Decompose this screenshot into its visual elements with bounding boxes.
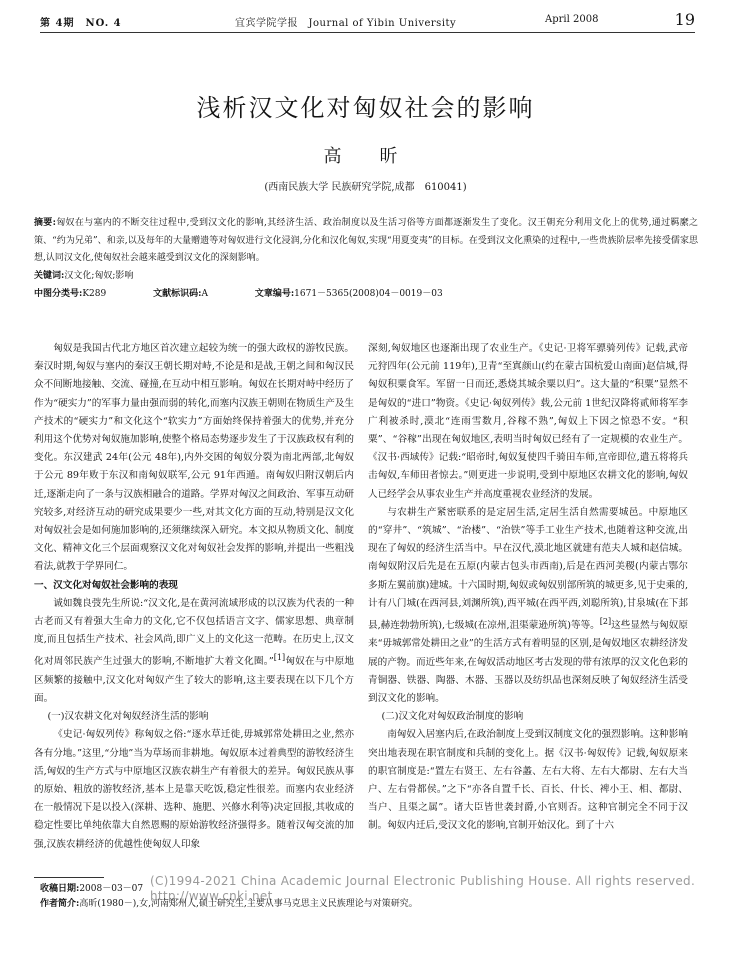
article-author: 高 昕 bbox=[323, 146, 408, 167]
page-number: 19 bbox=[674, 10, 695, 29]
copyright-watermark: (C)1994-2021 China Academic Journal Electronic Publishing House. All rights reserved. http://www.cnki.net bbox=[150, 874, 708, 903]
paragraph bbox=[34, 595, 354, 708]
doc-code-label: 文献标识码: bbox=[153, 289, 202, 299]
subsection-heading: (一)汉农耕文化对匈奴经济生活的影响 bbox=[47, 711, 209, 723]
author-affiliation: (西南民族大学 民族研究学院,成都 610041) bbox=[264, 182, 467, 193]
footnote-author-bio bbox=[40, 896, 418, 909]
running-head bbox=[40, 8, 695, 33]
footnote-received bbox=[40, 881, 143, 894]
abstract-text: 匈奴在与塞内的不断交往过程中,受到汉文化的影响,其经济生活、政治制度以及生活习俗等方面都逐渐发生了变化。汉王朝充分利用文化上的优势,通过羁縻之策、“约为兄弟”、和亲,以及每年的大量赠遗等对匈奴进行文化浸润,分化和汉化匈奴,实现“用夏变夷”的目标。在受到汉文化熏染的过程中,一些贵族阶层率先接受儒家思想,认同汉文化,使匈奴社会越来越受到汉文化的深刻影响。 bbox=[34, 218, 698, 263]
paragraph bbox=[368, 504, 688, 708]
clc-value: K289 bbox=[82, 289, 107, 299]
citation-ref: [2] bbox=[599, 617, 612, 627]
abstract-label: 摘要: bbox=[34, 218, 56, 228]
paragraph-text: 与农耕生产紧密联系的是定居生活,定居生活自然需要城邑。中原地区的“穿井”、“筑城”、“治楼”、“治铁”等手工业生产技术,也随着这种交流,出现在了匈奴的经济生活当中。早在汉代,漠北地区就建有范夫人城和赵信城。南匈奴附汉后先是在五原(内蒙古包头市西南),后是在西河美稷(内蒙古鄂尔多斯左翼前旗)建城。十六国时期,匈奴或匈奴别部所筑的城更多,见于史乘的,计有八门城(在西河县,刘渊所筑),西平城(在西平西,刘聪所筑),甘泉城(在下邽县,赫连勃勃所筑),七级城(在凉州,沮渠蒙逊所筑)等等。 bbox=[368, 506, 688, 632]
issue-date: April 2008 bbox=[545, 14, 599, 25]
citation-ref: [1] bbox=[273, 653, 286, 663]
keywords bbox=[34, 268, 698, 284]
article-no-value: 1671－5365(2008)04－0019－03 bbox=[294, 289, 443, 299]
bio-label: 作者简介: bbox=[40, 899, 80, 909]
issue-number: 第 4期 NO. 4 bbox=[40, 18, 122, 29]
bio-text: 高昕(1980－),女,河南郑州人,硕士研究生,主要从事马克思主义民族理论与对策研究。 bbox=[79, 899, 418, 909]
classification-line bbox=[34, 286, 698, 302]
body-left-column bbox=[34, 340, 354, 854]
article-title: 浅析汉文化对匈奴社会的影响 bbox=[196, 94, 535, 122]
footnote-rule bbox=[34, 877, 104, 878]
keywords-label: 关键词: bbox=[34, 271, 65, 281]
abstract bbox=[34, 215, 698, 268]
paragraph: 匈奴是我国古代北方地区首次建立起较为统一的强大政权的游牧民族。秦汉时期,匈奴与塞内的秦汉王朝长期对峙,不论是和是战,王朝之间和匈汉民众不间断地接触、交流、碰撞,在互动中相互影响。匈奴在长期对峙中经历了作为“硬实力”的军事力量由强而弱的转化,而塞内汉族王朝则在物质生产及生产技术的“硬实力”和文化这个“软实力”方面始终保持着强大的优势,并充分利用这个优势对匈奴施加影响,使整个格局态势逐步发生了于汉族政权有利的变化。东汉建武 24年(公元 48年),内外交困的匈奴分裂为南北两部,北匈奴于公元 89年败于东汉和南匈奴联军,公元 91年西遁。南匈奴归附汉朝后内迁,逐渐走向了一条与汉族相融合的道路。学界对匈汉之间政治、军事互动研究较多,对经济互动的研究成果要少一些,对其文化方面的互动,特别是汉文化对匈奴社会是如何施加影响的,还须继续深入研究。本文拟从物质文化、制度文化、精神文化三个层面观察汉文化对匈奴社会发挥的影响,并提出一些粗浅看法,就教于学界同仁。 bbox=[34, 343, 354, 573]
paragraph-text: 诚如魏良弢先生所说:“汉文化,是在黄河流域形成的以汉族为代表的一种古老而又有着强大生命力的文化,它不仅包括语言文字、儒家思想、典章制度,而且包括生产技术、社会风尚,即广义上的文化这一范畴。在历史上,汉文化对周邻民族产生过强大的影响,不断地扩大着文化圈。” bbox=[34, 597, 354, 668]
paragraph: 《史记·匈奴列传》称匈奴之俗:“逐水草迁徙,毋城郭常处耕田之业,然亦各有分地。”这里,“分地”当为草场而非耕地。匈奴原本过着典型的游牧经济生活,匈奴的生产方式与中原地区汉族农耕生产有着很大的差异。匈奴民族从事的原始、粗放的游牧经济,基本上是靠天吃饭,稳定性很差。而塞内农业经济在一般情况下是以投入(深耕、选种、施肥、兴修水利等)决定回报,其收成的稳定性要比单纯依靠大自然恩赐的原始游牧经济强得多。随着汉匈交流的加强,汉族农耕经济的优越性使匈奴人印象 bbox=[34, 729, 354, 850]
article-no-label: 文章编号: bbox=[254, 289, 295, 299]
paragraph: 深刻,匈奴地区也逐渐出现了农业生产。《史记·卫将军骠骑列传》记载,武帝元狩四年(公元前 119年),卫青“至寘颜山(约在蒙古国杭爱山南面)赵信城,得匈奴积粟食军。军留一日而还,悉烧其城余粟以归”。这大量的“积粟”显然不是匈奴的“进口”物资。《史记·匈奴列传》载,公元前 1世纪汉降将贰师将军李广利被杀时,漠北“连雨雪数月,谷稼不熟”,匈奴上下因之惊恐不安。“积粟”、“谷稼”出现在匈奴地区,表明当时匈奴已经有了一定规模的农业生产。《汉书·西域传》记载:“昭帝时,匈奴复使四千骑田车师,宣帝即位,遣五将将兵击匈奴,车师田者惊去。”则更进一步说明,受到中原地区农耕文化的影响,匈奴人已经学会从事农业生产并高度重视农业经济的发展。 bbox=[368, 343, 688, 500]
keywords-text: 汉文化;匈奴;影响 bbox=[64, 271, 134, 281]
body-right-column bbox=[368, 340, 688, 836]
paragraph: 南匈奴入居塞内后,在政治制度上受到汉制度文化的强烈影响。这种影响突出地表现在职官制度和兵制的变化上。据《汉书·匈奴传》记载,匈奴原来的职官制度是:“置左右贤王、左右谷蠡、左右大将、左右大都尉、左右大当户、左右骨都侯。”之下“亦各自置千长、百长、什长、裨小王、相、都尉、当户、且渠之属”。诸大臣皆世袭封爵,小官则否。这种官制完全不同于汉制。匈奴内迁后,受汉文化的影响,官制开始汉化。到了十六 bbox=[368, 729, 688, 832]
paragraph-text: 这些显然与匈奴原来“毋城郭常处耕田之业”的生活方式有着明显的区别,是匈奴地区农耕经济发展的产物。而近些年来,在匈奴活动地区考古发现的带有浓厚的汉文化色彩的青铜器、铁器、陶器、木器、玉器以及纺织品也深刻反映了匈奴经济生活受到汉文化的影响。 bbox=[368, 620, 688, 705]
subsection-heading: (二)汉文化对匈奴政治制度的影响 bbox=[381, 711, 524, 723]
received-label: 收稿日期: bbox=[40, 884, 80, 894]
paragraph-text: 匈奴在与中原地区频繁的接触中,汉文化对匈奴产生了较大的影响,这主要表现在以下几个方面。 bbox=[34, 656, 355, 705]
doc-code-value: A bbox=[201, 289, 208, 299]
clc-label: 中图分类号: bbox=[34, 289, 83, 299]
section-heading: 一、汉文化对匈奴社会影响的表现 bbox=[34, 579, 178, 591]
journal-name: 宜宾学院学报 Journal of Yibin University bbox=[235, 18, 457, 29]
received-date: 2008－03－07 bbox=[79, 884, 144, 894]
